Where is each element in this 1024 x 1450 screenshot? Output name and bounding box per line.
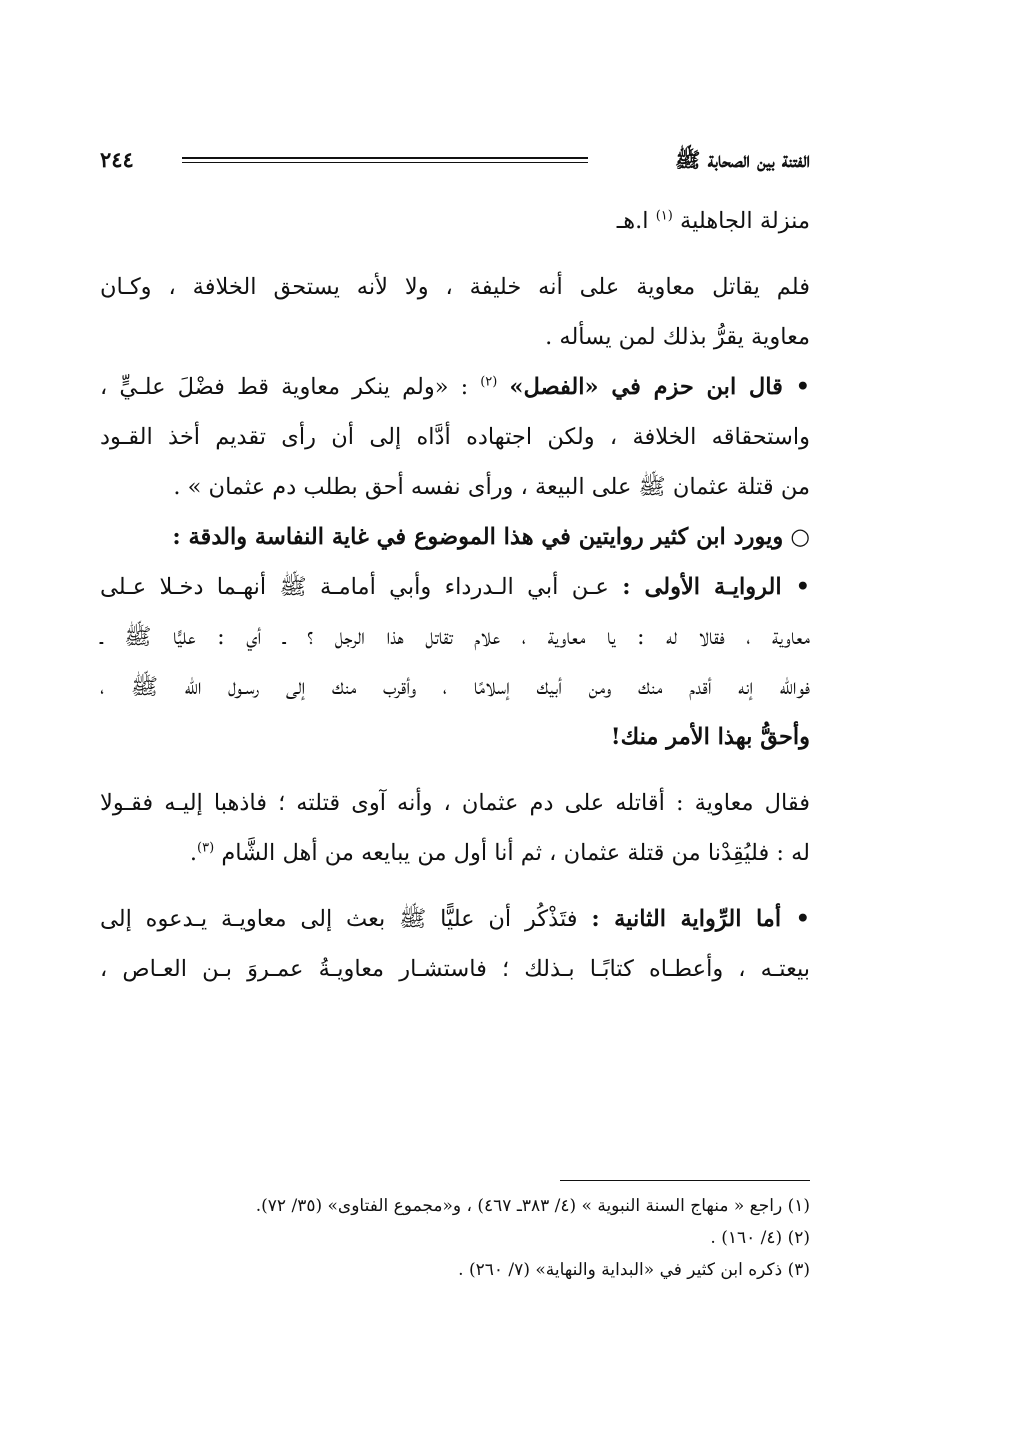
running-header [100, 146, 810, 176]
footnotes [100, 1190, 810, 1286]
header-rule [182, 157, 588, 163]
header-title: الفتنة بين الصحابة ﷺ [675, 147, 810, 172]
text-line-3: معاوية يقرُّ بذلك لمن يسأله . [545, 324, 810, 350]
footnote-ref-3[interactable]: (٣) [197, 840, 215, 856]
body-text [100, 196, 810, 994]
text-line-14: • أما الرِّواية الثانية : فتَذْكُر أن عليًّا ﷺ بعث إلى معاويـة يـدعوه إلى [100, 906, 810, 932]
text-line-15: بيعتـه ، وأعطـاه كتابًـا بـذلك ؛ فاستشـار معاويـةُ عمـروَ بـن العـاص ، [100, 956, 810, 982]
text-line-6: من قتلة عثمان ﷺ على البيعة ، ورأى نفسه أحق بطلب دم عثمان » . [173, 474, 810, 500]
footnote-ref-2[interactable]: (٢) [480, 374, 498, 390]
text-line-13: له : فليُقِدْنا من قتلة عثمان ، ثم أنا أول من يبايعه من أهل الشَّام $^{(٣)}$. [189, 840, 810, 866]
text-line-9: معاوية ، فقالا له : يا معاوية ، علام تقاتل هذا الرجل ؟ ـ أي : عليًّا ﷺ ـ [100, 624, 810, 650]
text-line-12: فقال معاوية : أقاتله على دم عثمان ، وأنه آوى قتلته ؛ فاذهبا إليـه فقـولا [100, 790, 810, 816]
text-line-10: فوالله إنه أقدم منك ومن أبيك إسلامًا ، وأقرب منك إلى رسـول الله ﷺ ، [100, 674, 810, 700]
text-line-4: • قال ابن حزم في «الفصل» $^{(٢)}$ : «ولم ينكر معاوية قط فضْلَ علـيٍّ ، [100, 374, 811, 400]
text-line-11: وأحقُّ بهذا الأمر منك! [610, 724, 810, 750]
footnote-1: (١) راجع « منهاج السنة النبوية » (٤/ ٣٨٣ـ ٤٦٧) ، و«مجموع الفتاوى» (٣٥/ ٧٢). [255, 1196, 810, 1216]
footnote-3: (٣) ذكره ابن كثير في «البداية والنهاية» (٧/ ٢٦٠) . [458, 1260, 810, 1280]
text-line-8: • الروايـة الأولى : عـن أبي الـدرداء وأبي أمامـة ﷺ أنهـما دخـلا عـلى [100, 574, 810, 600]
footnote-2: (٢) (٤/ ١٦٠) . [710, 1228, 810, 1248]
page-number: ٢٤٤ [100, 147, 134, 172]
text-line-1: منزلة الجاهلية $^{(١)}$ ا.هـ [616, 208, 810, 234]
text-line-7: ○ ويورد ابن كثير روايتين في هذا الموضوع في غاية النفاسة والدقة : [172, 524, 810, 550]
text-line-2: فلم يقاتل معاوية على أنه خليفة ، ولا لأنه يستحق الخلافة ، وكـان [100, 274, 810, 300]
footnote-ref-1[interactable]: (١) [655, 208, 673, 224]
hollow-bullet: ○ [783, 524, 810, 550]
text-line-5: واستحقاقه الخلافة ، ولكن اجتهاده أدَّاه إلى أن رأى تقديم أخذ القـود [100, 424, 810, 450]
footnote-separator [560, 1180, 810, 1181]
